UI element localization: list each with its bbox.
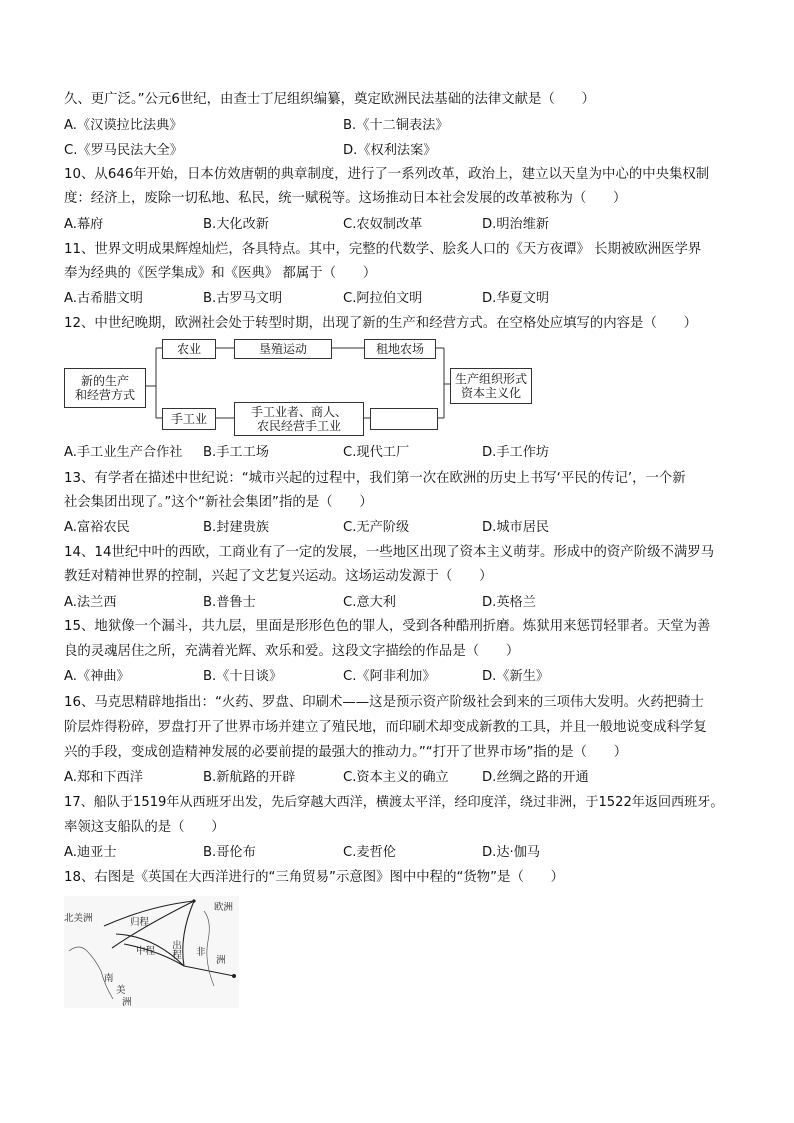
outbound-leg-label: 出程 (170, 940, 181, 959)
q16-option-a[interactable]: A.郑和下西洋 (64, 770, 143, 785)
triangular-trade-map (64, 896, 239, 1008)
q12-option-a[interactable]: A.手工业生产合作社 (64, 445, 183, 460)
production-diagram (64, 338, 544, 440)
q17-stem-line1: 17、船队于1519年从西班牙出发，先后穿越大西洋，横渡太平洋，经印度洋，绕过非洲，于1522年返回西班牙。 (64, 795, 724, 810)
europe-label: 欧洲 (214, 902, 234, 913)
q16-stem-line1: 16、马克思精辟地指出：“火药、罗盘、印刷术——这是预示资产阶级社会到来的三项伟大发明。火药把骑士 (64, 695, 704, 710)
q13-stem-line2: 社会集团出现了。”这个“新社会集团”指的是（ ） (64, 495, 373, 510)
agriculture-box (162, 339, 216, 359)
q16-option-b[interactable]: B.新航路的开辟 (203, 770, 296, 785)
leased-farm-label: 租地农场 (375, 342, 424, 356)
q11-option-d[interactable]: D.华夏文明 (482, 291, 550, 306)
q14-stem-line2: 教廷对精神世界的控制，兴起了文艺复兴运动。这场运动发源于（ ） (64, 569, 493, 584)
q14-stem-line1: 14、14世纪中叶的西欧，工商业有了一定的发展，一些地区出现了资本主义萌芽。形成中的资产阶级不满罗马 (64, 545, 715, 560)
q14-option-d[interactable]: D.英格兰 (482, 595, 536, 610)
q9-option-c[interactable]: C.《罗马民法大全》 (64, 143, 183, 158)
q15-stem-line2: 良的灵魂居住之所，充满着光辉、欢乐和爱。这段文字描绘的作品是（ ） (64, 644, 520, 659)
q17-option-c[interactable]: C.麦哲伦 (343, 845, 396, 860)
handicraft-box (162, 408, 216, 430)
craftsmen-box (234, 402, 364, 436)
q13-option-d[interactable]: D.城市居民 (482, 520, 550, 535)
q10-stem-line2: 度：经济上，废除一切私地、私民，统一赋税等。这场推动日本社会发展的改革被称为（ ） (64, 191, 627, 206)
q9-option-a[interactable]: A.《汉谟拉比法典》 (64, 118, 183, 133)
africa-label-1: 非 (196, 947, 206, 958)
africa-label-2: 洲 (216, 955, 226, 966)
q18-stem: 18、右图是《英国在大西洋进行的“三角贸易”示意图》图中中程的“货物”是（ ） (64, 870, 565, 885)
q10-option-d[interactable]: D.明治维新 (482, 217, 550, 232)
q14-option-a[interactable]: A.法兰西 (64, 595, 117, 610)
q13-option-a[interactable]: A.富裕农民 (64, 520, 130, 535)
q12-stem: 12、中世纪晚期，欧洲社会处于转型时期，出现了新的生产和经营方式。在空格处应填写的内容是（ ） (64, 316, 698, 331)
q17-option-d[interactable]: D.达·伽马 (482, 845, 541, 860)
q10-stem-line1: 10、从646年开始，日本仿效唐朝的典章制度，进行了一系列改革，政治上，建立以天皇为中心的中央集权制 (64, 167, 710, 182)
q15-option-a[interactable]: A.《神曲》 (64, 669, 130, 684)
q9-stem: 久、更广泛。”公元6世纪，由查士丁尼组织编纂，奠定欧洲民法基础的法律文献是（ ） (64, 92, 595, 107)
capitalization-label: 生产组织形式 资本主义化 (454, 372, 527, 400)
q10-option-c[interactable]: C.农奴制改革 (343, 217, 423, 232)
leased-farm-box (364, 339, 436, 359)
q12-option-b[interactable]: B.手工工场 (203, 445, 269, 460)
q10-option-b[interactable]: B.大化改新 (203, 217, 269, 232)
q9-option-b[interactable]: B.《十二铜表法》 (343, 118, 449, 133)
q17-stem-line2: 率领这支船队的是（ ） (64, 820, 225, 835)
q11-option-b[interactable]: B.古罗马文明 (203, 291, 283, 306)
q13-option-b[interactable]: B.封建贵族 (203, 520, 269, 535)
q15-stem-line1: 15、地狱像一个漏斗，共九层，里面是形形色色的罪人，受到各种酷刑折磨。炼狱用来惩罚轻罪者。天堂为善 (64, 619, 711, 634)
south-america-label-2: 美 (116, 985, 126, 996)
craftsmen-label: 手工业者、商人、 农民经营手工业 (250, 405, 347, 433)
q15-option-c[interactable]: C.《阿非利加》 (343, 669, 436, 684)
q16-option-d[interactable]: D.丝绸之路的开通 (482, 770, 589, 785)
q14-option-c[interactable]: C.意大利 (343, 595, 396, 610)
return-leg-label: 归程 (130, 917, 150, 928)
middle-leg-label: 中程 (136, 946, 156, 957)
q11-option-c[interactable]: C.阿拉伯文明 (343, 291, 423, 306)
q13-stem-line1: 13、有学者在描述中世纪说：“城市兴起的过程中，我们第一次在欧洲的历史上书写‘平民的传记’，一个新 (64, 471, 686, 486)
q11-stem-line1: 11、世界文明成果辉煌灿烂，各具特点。其中，完整的代数学、脍炙人口的《天方夜谭》 长期被欧洲医学界 (64, 242, 702, 257)
reclamation-box (234, 339, 332, 359)
reclamation-label: 垦殖运动 (258, 342, 307, 356)
q17-option-b[interactable]: B.哥伦布 (203, 845, 256, 860)
south-america-label-3: 洲 (122, 997, 132, 1008)
q12-option-c[interactable]: C.现代工厂 (343, 445, 410, 460)
q10-option-a[interactable]: A.幕府 (64, 217, 104, 232)
q16-stem-line2: 阶层炸得粉碎，罗盘打开了世界市场并建立了殖民地，而印刷术却变成新教的工具，并且一般地说变成科学复 (64, 720, 707, 735)
q9-option-d[interactable]: D.《权利法案》 (343, 143, 437, 158)
agriculture-label: 农业 (176, 342, 201, 356)
q13-option-c[interactable]: C.无产阶级 (343, 520, 410, 535)
q16-stem-line3: 兴的手段，变成创造精神发展的必要前提的最强大的推动力。”“打开了世界市场”指的是（ ） (64, 745, 628, 760)
q16-option-c[interactable]: C.资本主义的确立 (343, 770, 449, 785)
handicraft-label: 手工业 (170, 412, 207, 426)
q15-option-d[interactable]: D.《新生》 (482, 669, 550, 684)
q12-option-d[interactable]: D.手工作坊 (482, 445, 550, 460)
q11-stem-line2: 奉为经典的《医学集成》和《医典》 都属于（ ） (64, 266, 377, 281)
north-america-label: 北美洲 (64, 913, 93, 924)
capitalization-box (450, 368, 532, 404)
q15-option-b[interactable]: B.《十日谈》 (203, 669, 283, 684)
new-production-box (64, 368, 146, 408)
new-production-label: 新的生产 和经营方式 (74, 374, 135, 402)
q11-option-a[interactable]: A.古希腊文明 (64, 291, 143, 306)
q14-option-b[interactable]: B.普鲁士 (203, 595, 256, 610)
south-america-label-1: 南 (104, 973, 114, 984)
blank-answer-box[interactable] (370, 408, 438, 430)
q17-option-a[interactable]: A.迪亚士 (64, 845, 117, 860)
